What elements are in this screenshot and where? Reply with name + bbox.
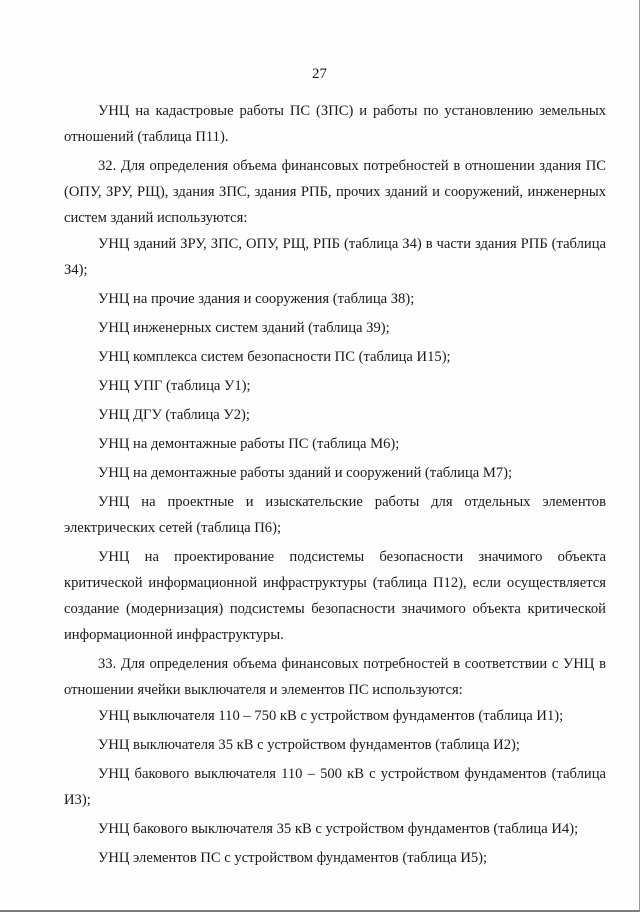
list-item: УНЦ на демонтажные работы ПС (таблица М6); — [98, 436, 400, 452]
paragraph-cadastral-works: УНЦ на кадастровые работы ПС (ЗПС) и работы по установлению земельных отношений (таблица П11). — [64, 103, 606, 145]
paragraph-item-32: 32. Для определения объема финансовых потребностей в отношении здания ПС (ОПУ, ЗРУ, РЩ), здания ЗПС, здания РПБ, прочих зданий и сооружений, инженерных систем зданий используются: — [64, 158, 606, 226]
page-number: 27 — [312, 66, 327, 82]
list-item: УНЦ на прочие здания и сооружения (таблица З8); — [98, 291, 415, 307]
list-item: УНЦ на проектные и изыскательские работы для отдельных элементов электрических сетей (таблица П6); — [64, 494, 606, 536]
list-item: УНЦ на демонтажные работы зданий и сооружений (таблица М7); — [98, 465, 513, 481]
list-item: УНЦ на проектирование подсистемы безопасности значимого объекта критической информационной инфраструктуры (таблица П12), если осуществляется создание (модернизация) подсистемы безопасности значимого объекта критической информационной инфраструктуры. — [64, 549, 606, 643]
list-item: УНЦ бакового выключателя 110 – 500 кВ с устройством фундаментов (таблица И3); — [64, 766, 606, 808]
list-item: УНЦ комплекса систем безопасности ПС (таблица И15); — [98, 349, 451, 365]
list-item: УНЦ выключателя 35 кВ с устройством фундаментов (таблица И2); — [98, 737, 520, 753]
list-item: УНЦ УПГ (таблица У1); — [98, 378, 251, 394]
list-item: УНЦ инженерных систем зданий (таблица З9); — [98, 320, 390, 336]
paragraph-item-33: 33. Для определения объема финансовых потребностей в соответствии с УНЦ в отношении ячейки выключателя и элементов ПС используются: — [64, 656, 606, 698]
document-body — [64, 98, 606, 874]
list-item: УНЦ бакового выключателя 35 кВ с устройством фундаментов (таблица И4); — [98, 821, 579, 837]
list-item: УНЦ выключателя 110 – 750 кВ с устройством фундаментов (таблица И1); — [98, 708, 564, 724]
list-item: УНЦ зданий ЗРУ, ЗПС, ОПУ, РЩ, РПБ (таблица З4) в части здания РПБ (таблица З4); — [64, 236, 606, 278]
list-item: УНЦ ДГУ (таблица У2); — [98, 407, 250, 423]
list-item: УНЦ элементов ПС с устройством фундаментов (таблица И5); — [98, 850, 488, 866]
